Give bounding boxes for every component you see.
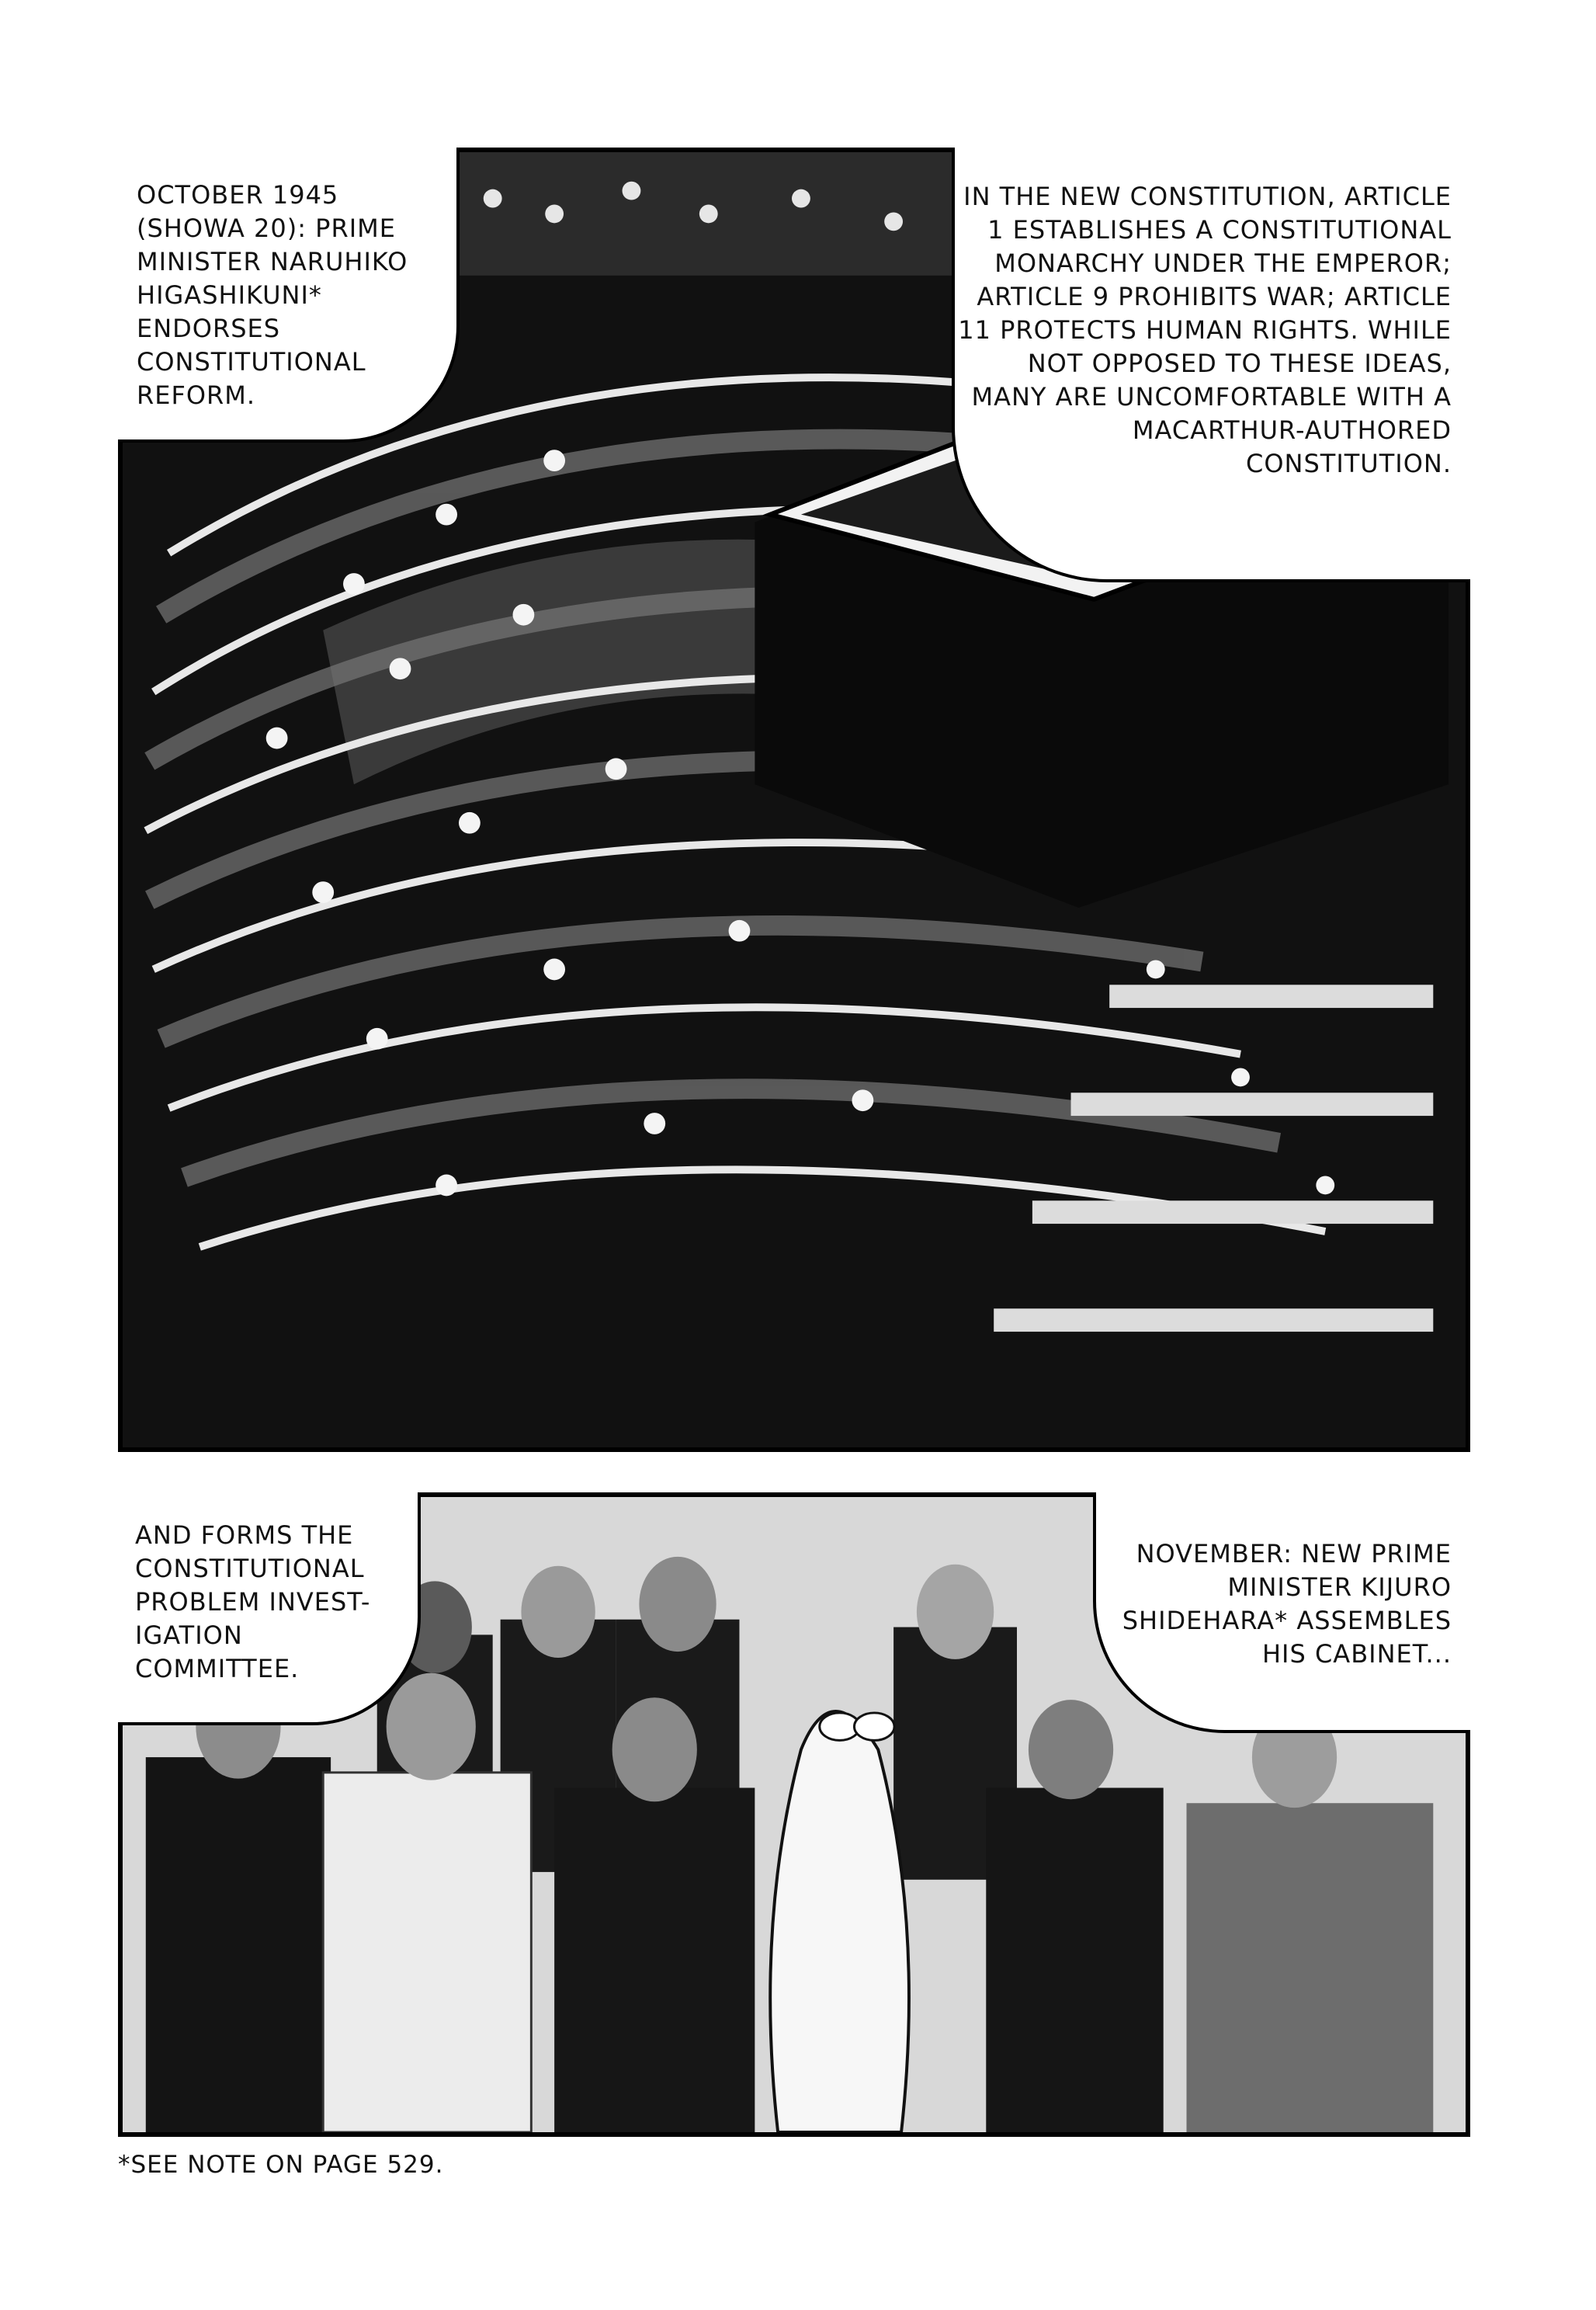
caption-text: OCTOBER 1945 (SHOWA 20): PRIME MINISTER NARUHIKO HIGASHIKUNI* ENDORSES CONSTITUTIONAL REFORM. [137,180,408,410]
caption-bubble-october-1945 [118,148,460,443]
caption-bubble-committee [118,1492,421,1725]
caption-bubble-new-constitution [952,148,1470,582]
caption-text: AND FORMS THE CONSTITUTIONAL PROBLEM INVEST-IGATION COMMITTEE. [135,1520,371,1683]
caption-bubble-november [1093,1492,1470,1733]
caption-text: IN THE NEW CONSTITUTION, ARTICLE 1 ESTABLISHES A CONSTITUTIONAL MONARCHY UNDER THE EMPEROR; ARTICLE 9 PROHIBITS WAR; ARTICLE 11 PROTECTS HUMAN RIGHTS. WHILE NOT OPPOSED TO THESE IDEAS, MANY ARE UNCOMFORTABLE WITH A MACARTHUR-AUTHORED CONSTITUTION. [958,182,1452,478]
caption-text: NOVEMBER: NEW PRIME MINISTER KIJURO SHIDEHARA* ASSEMBLES HIS CABINET... [1122,1539,1452,1669]
footnote: *SEE NOTE ON PAGE 529. [118,2151,444,2179]
